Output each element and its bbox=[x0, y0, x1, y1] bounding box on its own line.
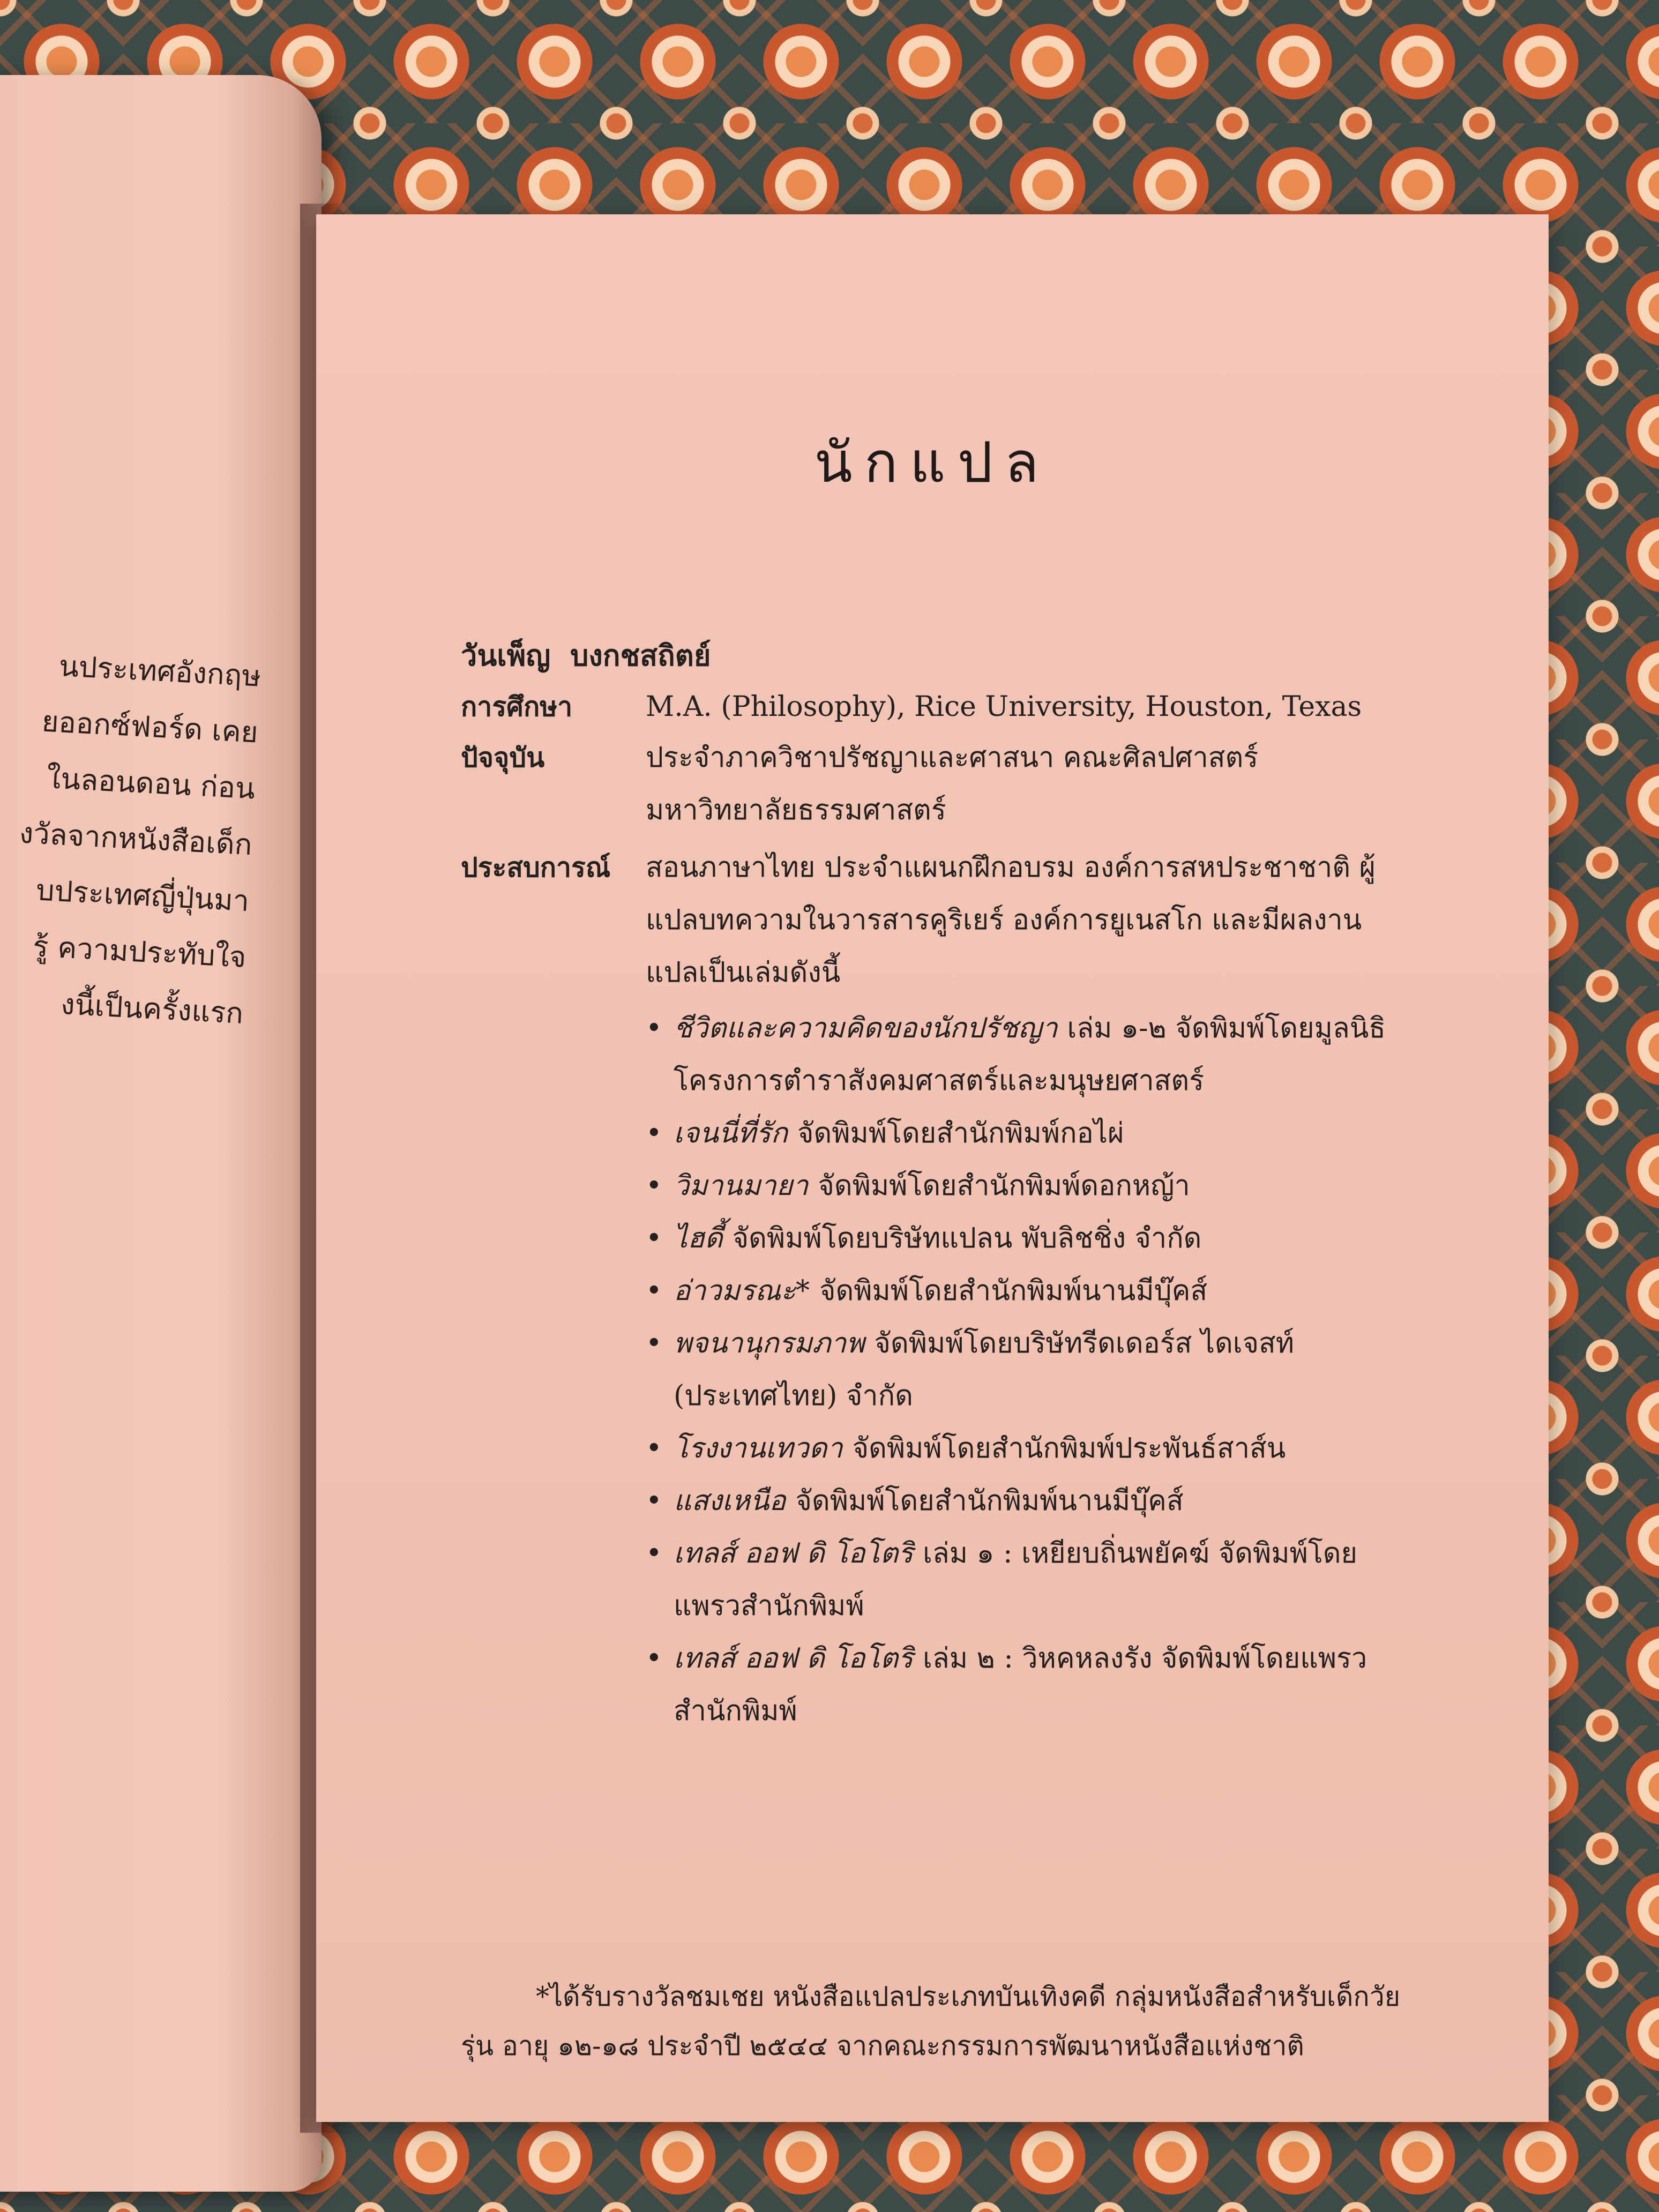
bullet-icon: • bbox=[646, 1012, 662, 1044]
education-label: การศึกษา bbox=[461, 691, 573, 722]
list-item bbox=[646, 1527, 1407, 1632]
bullet-icon: • bbox=[646, 1485, 662, 1517]
work-title: อ่าวมรณะ* bbox=[674, 1275, 810, 1307]
work-detail: เล่ม ๑-๒ จัดพิมพ์โดยมูลนิธิโครงการตำราสังคมศาสตร์และมนุษยศาสตร์ bbox=[674, 1012, 1386, 1097]
left-page-line: งนี้เป็นครั้งแรก bbox=[59, 987, 244, 1030]
list-item bbox=[646, 1475, 1407, 1527]
list-item bbox=[646, 1317, 1407, 1422]
work-title: ไฮดี้ bbox=[674, 1222, 723, 1254]
translator-name: วันเพ็ญ บงกชสถิตย์ bbox=[461, 639, 711, 672]
work-detail: จัดพิมพ์โดยสำนักพิมพ์นานมีบุ๊คส์ bbox=[819, 1275, 1208, 1307]
work-title: ชีวิตและความคิดของนักปรัชญา bbox=[674, 1012, 1058, 1044]
current-label: ปัจจุบัน bbox=[461, 742, 545, 773]
bullet-icon: • bbox=[646, 1117, 662, 1149]
work-title: แสงเหนือ bbox=[674, 1485, 786, 1517]
experience-value: สอนภาษาไทย ประจำแผนกฝึกอบรม องค์การสหประชาชาติ ผู้แปลบทความในวารสารคูริเยร์ องค์การยูเนสโก และมีผลงานแปลเป็นเล่มดังนี้ bbox=[646, 851, 1376, 989]
award-footnote: *ได้รับรางวัลชมเชย หนังสือแปลประเภทบันเทิงคดี กลุ่มหนังสือสำหรับเด็กวัยรุ่น อายุ ๑๒-๑๘ ประจำปี ๒๕๔๔ จากคณะกรรมการพัฒนาหนังสือแห่งชาติ bbox=[461, 1981, 1401, 2061]
left-page-text bbox=[0, 638, 262, 1047]
list-item bbox=[646, 1107, 1407, 1160]
bullet-icon: • bbox=[646, 1222, 662, 1254]
left-page-line: ในลอนดอน ก่อน bbox=[46, 761, 256, 806]
left-page-line: งวัลจากหนังสือเด็ก bbox=[18, 816, 253, 862]
right-book-page bbox=[316, 214, 1549, 2122]
left-page-line: บประเทศญี่ปุ่นมา bbox=[35, 873, 250, 918]
left-page-line: นประเทศอังกฤษ bbox=[58, 649, 262, 693]
works-list bbox=[646, 1002, 1407, 1737]
experience-label: ประสบการณ์ bbox=[461, 852, 611, 883]
list-item bbox=[646, 1212, 1407, 1265]
education-value: M.A. (Philosophy), Rice University, Houston, Texas bbox=[646, 691, 1362, 723]
list-item bbox=[646, 1265, 1407, 1317]
work-title: เทลส์ ออฟ ดิ โอโตริ bbox=[674, 1642, 914, 1675]
bullet-icon: • bbox=[646, 1642, 662, 1675]
work-detail: จัดพิมพ์โดยสำนักพิมพ์นานมีบุ๊คส์ bbox=[795, 1485, 1184, 1517]
work-detail: เล่ม ๑ : เหยียบถิ่นพยัคฆ์ จัดพิมพ์โดยแพรวสำนักพิมพ์ bbox=[674, 1537, 1358, 1622]
work-detail: จัดพิมพ์โดยสำนักพิมพ์ประพันธ์สาส์น bbox=[852, 1432, 1286, 1464]
work-detail: เล่ม ๒ : วิหคหลงรัง จัดพิมพ์โดยแพรวสำนักพิมพ์ bbox=[674, 1642, 1367, 1727]
left-book-page bbox=[0, 75, 322, 2192]
bullet-icon: • bbox=[646, 1275, 662, 1307]
list-item bbox=[646, 1632, 1407, 1737]
work-detail: จัดพิมพ์โดยสำนักพิมพ์กอไผ่ bbox=[797, 1117, 1124, 1149]
work-title: เจนนี่ที่รัก bbox=[674, 1117, 788, 1149]
work-title: เทลส์ ออฟ ดิ โอโตริ bbox=[674, 1537, 914, 1570]
list-item bbox=[646, 1422, 1407, 1475]
left-page-line: ยออกซ์ฟอร์ด เคย bbox=[41, 704, 259, 750]
bullet-icon: • bbox=[646, 1537, 662, 1570]
list-item bbox=[646, 1160, 1407, 1212]
work-detail: จัดพิมพ์โดยบริษัทรีดเดอร์ส ไดเจสท์ (ประเทศไทย) จำกัด bbox=[674, 1327, 1295, 1412]
work-title: พจนานุกรมภาพ bbox=[674, 1327, 865, 1359]
work-detail: จัดพิมพ์โดยบริษัทแปลน พับลิชชิ่ง จำกัด bbox=[732, 1222, 1202, 1254]
work-title: วิมานมายา bbox=[674, 1170, 809, 1202]
current-value: ประจำภาควิชาปรัชญาและศาสนา คณะศิลปศาสตร์ มหาวิทยาลัยธรรมศาสตร์ bbox=[646, 742, 1259, 826]
list-item bbox=[646, 1002, 1407, 1107]
left-page-line: รู้ ความประทับใจ bbox=[32, 929, 248, 974]
bullet-icon: • bbox=[646, 1170, 662, 1202]
bullet-icon: • bbox=[646, 1432, 662, 1464]
work-detail: จัดพิมพ์โดยสำนักพิมพ์ดอกหญ้า bbox=[818, 1170, 1190, 1202]
work-title: โรงงานเทวดา bbox=[674, 1432, 843, 1464]
page-title: นักแปล bbox=[814, 430, 1051, 495]
bullet-icon: • bbox=[646, 1327, 662, 1359]
